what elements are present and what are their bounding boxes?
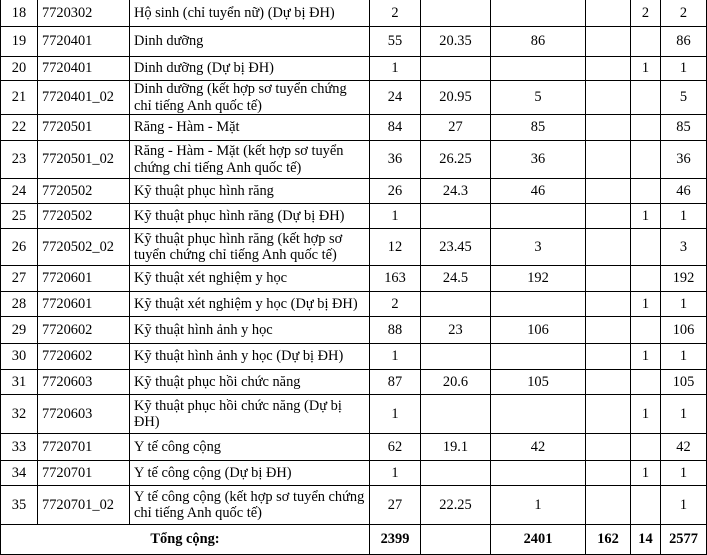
admitted-method-3-cell [631,370,661,395]
table-row [1,229,707,266]
cutoff-score-cell: 20.95 [421,81,491,115]
major-code: 7720602 [38,344,130,370]
table-row [1,57,707,81]
table-body [1,0,707,555]
admitted-method-3-cell [631,266,661,292]
admitted-total-cell: 36 [661,141,707,179]
table-row [1,395,707,434]
major-code: 7720701 [38,461,130,486]
admitted-method-2-cell [586,292,631,317]
major-name: Răng - Hàm - Mặt (kết hợp sơ tuyển chứng chỉ tiếng Anh quốc tế) [130,141,370,179]
row-number: 18 [1,0,38,27]
major-name: Kỹ thuật phục hình răng (kết hợp sơ tuyển chứng chỉ tiếng Anh quốc tế) [130,229,370,266]
cutoff-score-cell [421,204,491,229]
admitted-method-1-cell: 42 [491,434,586,461]
admitted-method-2-cell [586,229,631,266]
total-score [421,525,491,555]
major-name: Dinh dưỡng (Dự bị ĐH) [130,57,370,81]
admitted-method-1-cell [491,57,586,81]
cutoff-score-cell [421,461,491,486]
quota-cell: 163 [370,266,421,292]
admitted-method-2-cell [586,27,631,57]
admitted-method-1-cell [491,395,586,434]
major-code: 7720302 [38,0,130,27]
cutoff-score-cell: 22.25 [421,486,491,525]
cutoff-score-cell: 20.6 [421,370,491,395]
major-code: 7720501 [38,115,130,141]
cutoff-score-cell: 24.3 [421,179,491,204]
quota-cell: 26 [370,179,421,204]
admitted-method-2-cell [586,486,631,525]
quota-cell: 1 [370,461,421,486]
cutoff-score-cell [421,57,491,81]
row-number: 30 [1,344,38,370]
quota-cell: 12 [370,229,421,266]
table-row [1,204,707,229]
major-code: 7720401 [38,27,130,57]
major-name: Kỹ thuật phục hồi chức năng (Dự bị ĐH) [130,395,370,434]
admitted-method-3-cell [631,141,661,179]
admitted-method-3-cell: 1 [631,461,661,486]
major-name: Kỹ thuật xét nghiệm y học [130,266,370,292]
admitted-method-1-cell: 86 [491,27,586,57]
major-name: Kỹ thuật phục hình răng (Dự bị ĐH) [130,204,370,229]
major-code: 7720701 [38,434,130,461]
row-number: 19 [1,27,38,57]
table-row [1,179,707,204]
major-name: Dinh dưỡng [130,27,370,57]
major-name: Kỹ thuật phục hồi chức năng [130,370,370,395]
admitted-method-3-cell [631,434,661,461]
major-code: 7720401 [38,57,130,81]
cutoff-score-cell: 27 [421,115,491,141]
row-number: 34 [1,461,38,486]
admitted-method-2-cell [586,434,631,461]
table-row [1,0,707,27]
total-row [1,525,707,555]
admitted-method-3-cell [631,81,661,115]
admitted-method-3-cell [631,179,661,204]
quota-cell: 62 [370,434,421,461]
major-code: 7720502 [38,204,130,229]
quota-cell: 1 [370,395,421,434]
row-number: 22 [1,115,38,141]
quota-cell: 24 [370,81,421,115]
table-row [1,292,707,317]
table-row [1,370,707,395]
admitted-total-cell: 85 [661,115,707,141]
major-name: Kỹ thuật hình ảnh y học (Dự bị ĐH) [130,344,370,370]
admitted-total-cell: 46 [661,179,707,204]
cutoff-score-cell: 20.35 [421,27,491,57]
admitted-total-cell: 105 [661,370,707,395]
quota-cell: 2 [370,0,421,27]
total-method-2: 162 [586,525,631,555]
admitted-method-2-cell [586,461,631,486]
admitted-method-3-cell [631,486,661,525]
table-row [1,434,707,461]
cutoff-score-cell [421,344,491,370]
cutoff-score-cell: 23 [421,317,491,344]
major-name: Kỹ thuật xét nghiệm y học (Dự bị ĐH) [130,292,370,317]
quota-cell: 27 [370,486,421,525]
row-number: 28 [1,292,38,317]
row-number: 29 [1,317,38,344]
admitted-method-2-cell [586,141,631,179]
admitted-method-2-cell [586,395,631,434]
cutoff-score-cell: 23.45 [421,229,491,266]
admitted-total-cell: 1 [661,292,707,317]
cutoff-score-cell [421,292,491,317]
total-method-1: 2401 [491,525,586,555]
admitted-method-3-cell: 1 [631,344,661,370]
cutoff-score-cell: 19.1 [421,434,491,461]
major-name: Răng - Hàm - Mặt [130,115,370,141]
admitted-total-cell: 1 [661,57,707,81]
admitted-total-cell: 106 [661,317,707,344]
row-number: 24 [1,179,38,204]
table-row [1,115,707,141]
admitted-method-1-cell: 106 [491,317,586,344]
quota-cell: 55 [370,27,421,57]
admitted-method-2-cell [586,81,631,115]
table-row [1,486,707,525]
cutoff-score-cell [421,395,491,434]
admitted-method-1-cell: 36 [491,141,586,179]
quota-cell: 1 [370,344,421,370]
admitted-method-2-cell [586,57,631,81]
admitted-total-cell: 1 [661,486,707,525]
admitted-method-3-cell: 1 [631,204,661,229]
major-name: Dinh dưỡng (kết hợp sơ tuyển chứng chỉ tiếng Anh quốc tế) [130,81,370,115]
major-code: 7720603 [38,370,130,395]
cutoff-score-cell: 24.5 [421,266,491,292]
admitted-total-cell: 86 [661,27,707,57]
quota-cell: 84 [370,115,421,141]
admitted-method-2-cell [586,179,631,204]
major-name: Y tế công cộng [130,434,370,461]
table-row [1,266,707,292]
quota-cell: 1 [370,204,421,229]
admitted-total-cell: 2 [661,0,707,27]
admitted-total-cell: 5 [661,81,707,115]
table-row [1,81,707,115]
admitted-method-1-cell: 3 [491,229,586,266]
major-code: 7720602 [38,317,130,344]
major-code: 7720601 [38,266,130,292]
row-number: 21 [1,81,38,115]
admitted-method-3-cell: 1 [631,395,661,434]
major-code: 7720501_02 [38,141,130,179]
admitted-total-cell: 1 [661,204,707,229]
admitted-method-2-cell [586,0,631,27]
major-name: Y tế công cộng (Dự bị ĐH) [130,461,370,486]
cutoff-score-cell [421,0,491,27]
admitted-method-2-cell [586,204,631,229]
major-name: Kỹ thuật phục hình răng [130,179,370,204]
admitted-method-2-cell [586,370,631,395]
admitted-method-2-cell [586,266,631,292]
table-row [1,317,707,344]
admitted-method-1-cell: 85 [491,115,586,141]
admitted-method-1-cell [491,204,586,229]
major-code: 7720502_02 [38,229,130,266]
admitted-method-1-cell [491,0,586,27]
admitted-total-cell: 1 [661,395,707,434]
admitted-total-cell: 1 [661,344,707,370]
row-number: 35 [1,486,38,525]
major-code: 7720401_02 [38,81,130,115]
admitted-method-1-cell: 105 [491,370,586,395]
row-number: 25 [1,204,38,229]
admitted-total-cell: 192 [661,266,707,292]
cutoff-score-cell: 26.25 [421,141,491,179]
admitted-method-3-cell: 1 [631,57,661,81]
row-number: 31 [1,370,38,395]
major-code: 7720502 [38,179,130,204]
quota-cell: 1 [370,57,421,81]
row-number: 26 [1,229,38,266]
admitted-method-3-cell [631,27,661,57]
admitted-method-1-cell [491,344,586,370]
table-row [1,344,707,370]
admitted-method-1-cell: 46 [491,179,586,204]
total-quota: 2399 [370,525,421,555]
major-name: Y tế công cộng (kết hợp sơ tuyển chứng chỉ tiếng Anh quốc tế) [130,486,370,525]
admitted-method-1-cell: 5 [491,81,586,115]
quota-cell: 87 [370,370,421,395]
admitted-method-3-cell: 1 [631,292,661,317]
total-method-3: 14 [631,525,661,555]
admitted-method-3-cell [631,317,661,344]
major-code: 7720701_02 [38,486,130,525]
major-name: Hộ sinh (chỉ tuyển nữ) (Dự bị ĐH) [130,0,370,27]
admitted-method-2-cell [586,344,631,370]
table-row [1,461,707,486]
admitted-method-1-cell [491,461,586,486]
table-row [1,141,707,179]
quota-cell: 88 [370,317,421,344]
major-code: 7720601 [38,292,130,317]
quota-cell: 36 [370,141,421,179]
row-number: 27 [1,266,38,292]
admitted-total-cell: 1 [661,461,707,486]
admitted-method-1-cell: 192 [491,266,586,292]
admitted-method-2-cell [586,115,631,141]
row-number: 23 [1,141,38,179]
admitted-total-cell: 3 [661,229,707,266]
row-number: 32 [1,395,38,434]
admitted-method-3-cell: 2 [631,0,661,27]
grand-total: 2577 [661,525,707,555]
quota-cell: 2 [370,292,421,317]
admitted-method-1-cell: 1 [491,486,586,525]
row-number: 20 [1,57,38,81]
admitted-method-3-cell [631,115,661,141]
major-name: Kỹ thuật hình ảnh y học [130,317,370,344]
total-label: Tổng cộng: [1,525,370,555]
row-number: 33 [1,434,38,461]
admitted-total-cell: 42 [661,434,707,461]
table-row [1,27,707,57]
admitted-method-2-cell [586,317,631,344]
admitted-method-3-cell [631,229,661,266]
major-code: 7720603 [38,395,130,434]
admitted-method-1-cell [491,292,586,317]
